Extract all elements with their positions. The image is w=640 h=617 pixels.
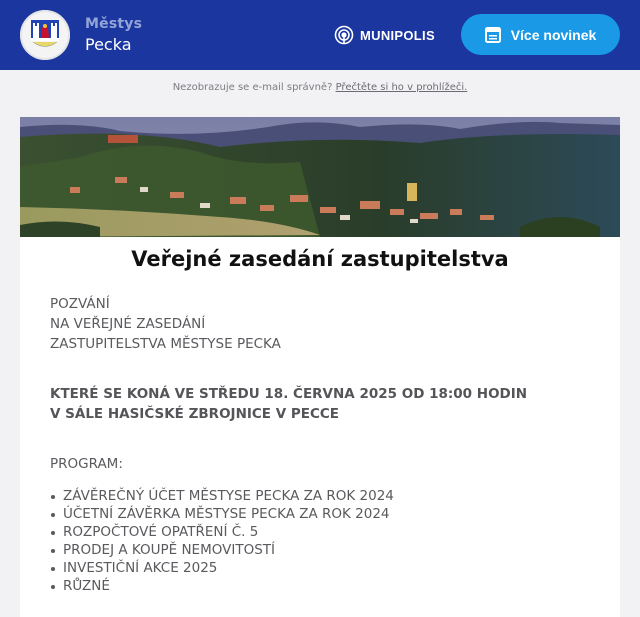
brand-name: Pecka <box>85 35 132 54</box>
program-label: PROGRAM: <box>50 456 123 472</box>
coat-of-arms-icon <box>29 18 61 52</box>
article-title: Veřejné zasedání zastupitelstva <box>131 247 509 271</box>
meeting-time-place <box>50 384 527 424</box>
munipolis-label: MUNIPOLIS <box>360 27 435 43</box>
municipality-logo[interactable] <box>20 10 70 60</box>
program-item: INVESTIČNÍ AKCE 2025 <box>50 559 394 577</box>
intro-line: NA VEŘEJNÉ ZASEDÁNÍ <box>50 316 206 332</box>
program-item: ROZPOČTOVÉ OPATŘENÍ Č. 5 <box>50 523 394 541</box>
hero-image <box>20 117 620 237</box>
munipolis-link[interactable] <box>334 24 435 46</box>
more-news-button[interactable] <box>461 14 620 55</box>
landscape-photo <box>20 117 620 237</box>
intro-line: POZVÁNÍ <box>50 296 110 312</box>
article-card <box>20 117 620 617</box>
intro-line: ZASTUPITELSTVA MĚSTYSE PECKA <box>50 336 281 352</box>
meeting-date-line: KTERÉ SE KONÁ VE STŘEDU 18. ČERVNA 2025 OD 18:00 HODIN <box>50 386 528 402</box>
program-item: PRODEJ A KOUPĚ NEMOVITOSTÍ <box>50 541 394 559</box>
broadcast-signal-icon <box>334 25 354 45</box>
program-item: ÚČETNÍ ZÁVĚRKA MĚSTYSE PECKA ZA ROK 2024 <box>50 505 394 523</box>
view-in-browser-link[interactable]: Přečtěte si ho v prohlížeči. <box>335 82 468 93</box>
meeting-venue-line: V SÁLE HASIČSKÉ ZBROJNICE V PECCE <box>50 406 340 422</box>
notice-text: Nezobrazuje se e-mail správně? <box>172 82 333 93</box>
more-news-label: Více novinek <box>510 26 597 43</box>
view-in-browser-notice <box>0 82 640 93</box>
invitation-intro <box>50 294 281 354</box>
program-item: ZÁVĚREČNÝ ÚČET MĚSTYSE PECKA ZA ROK 2024 <box>50 487 394 505</box>
program-list <box>50 487 394 595</box>
header-bar <box>0 0 640 70</box>
brand-type: Městys <box>85 16 143 32</box>
newspaper-icon <box>485 27 501 43</box>
program-item: RŮZNÉ <box>50 577 394 595</box>
